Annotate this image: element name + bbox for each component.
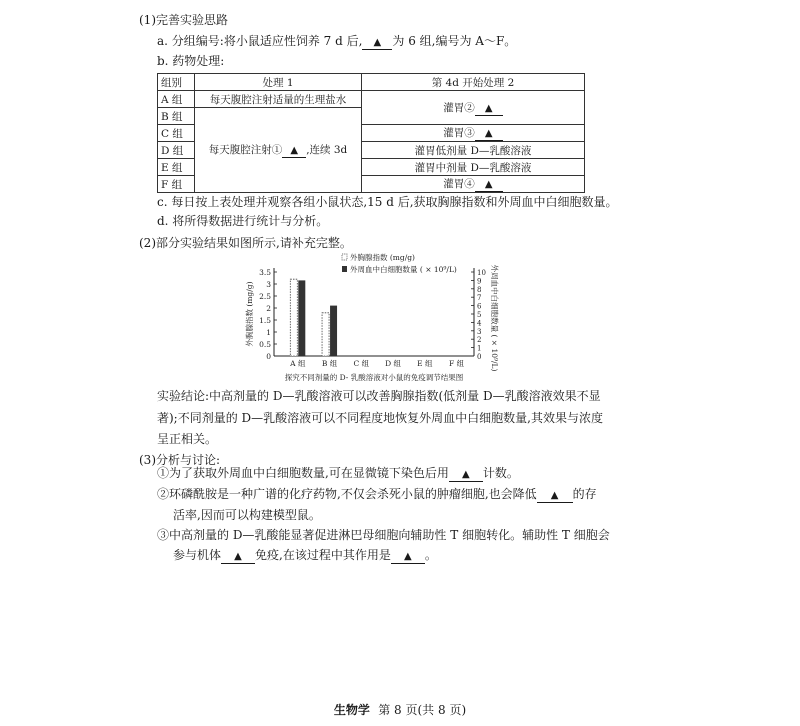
treatment2-cell: 灌胃低剂量 D—乳酸溶液 [362,142,585,159]
y-tick-label-right: 6 [477,302,482,311]
treatment1-cell: 每天腹腔注射适量的生理盐水 [195,91,362,108]
legend-swatch-thymus [342,254,347,260]
treatment2-cell [362,125,585,142]
y-tick-label-left: 0 [266,352,271,361]
question-text: ②环磷酰胺是一种广谱的化疗药物,不仅会杀死小鼠的肿瘤细胞,也会降低 [157,487,537,501]
y-axis-title-left: 外胸腺指数 (mg/g) [245,281,254,347]
group-cell: C 组 [158,125,195,142]
treatment1-text: 每天腹腔注射① [208,144,283,156]
y-tick-label-left: 3.5 [259,268,271,277]
question-1 [157,465,519,482]
treatment2-cell: 灌胃中剂量 D—乳酸溶液 [362,159,585,176]
treatment2-text: 灌胃② [443,101,475,114]
conclusion-line: 呈正相关。 [157,432,218,446]
question-text: ①为了获取外周血中白细胞数量,可在显微镜下染色后用 [157,466,449,480]
y-axis-title-right: 外周血中白细胞数量 ( × 10⁹/L) [490,264,499,372]
y-tick-label-left: 1 [266,328,271,337]
footer-page-number: 第 8 页(共 8 页) [378,703,467,717]
y-tick-label-left: 2.5 [259,292,271,301]
treatment2-cell [362,91,585,125]
step-d: d. 将所得数据进行统计与分析。 [157,214,329,228]
y-tick-label-right: 4 [477,319,482,328]
step-a-text-2: 为 6 组,编号为 A～F。 [392,34,517,48]
y-tick-label-left: 2 [266,304,271,313]
y-tick-label-left: 1.5 [259,316,271,325]
question-2-cont: 活率,因而可以构建模型鼠。 [173,508,321,522]
group-cell: E 组 [158,159,195,176]
treatment-table [157,73,585,193]
y-tick-label-right: 2 [477,336,482,345]
y-tick-label-right: 1 [477,344,482,353]
part2-heading: (2)部分实验结果如图所示,请补充完整。 [139,236,352,250]
x-tick-label: A 组 [290,359,306,368]
y-tick-label-right: 7 [477,294,482,303]
results-chart [236,250,512,388]
table-header: 组别 [158,74,195,91]
bar-thymus-index [290,279,297,356]
table-header-row [158,74,585,91]
treatment1-text-2: ,连续 3d [306,144,348,156]
conclusion-line: 著);不同剂量的 D—乳酸溶液可以不同程度地恢复外周血中白细胞数量,其效果与浓度 [157,411,603,425]
x-tick-label: B 组 [321,359,338,368]
step-c: c. 每日按上表处理并观察各组小鼠状态,15 d 后,获取胸腺指数和外周血中白细胞数量。 [157,195,618,209]
x-tick-label: F 组 [448,359,465,368]
question-text: 参与机体 [173,548,222,562]
conclusion-line: 实验结论:中高剂量的 D—乳酸溶液可以改善胸腺指数(低剂量 D—乳酸溶液效果不显 [157,389,601,403]
question-text-3: 。 [424,548,437,562]
y-tick-label-right: 9 [477,277,482,286]
answer-blank: ▲ [282,144,306,158]
table-header: 第 4d 开始处理 2 [362,74,585,91]
group-cell: F 组 [158,176,195,193]
legend-swatch-wbc [342,266,347,272]
step-a-text: a. 分组编号:将小鼠适应性饲养 7 d 后, [157,34,363,48]
chart-title: 探究不同剂量的 D- 乳酸溶液对小鼠的免疫调节结果图 [284,373,464,382]
treatment2-text: 灌胃③ [443,127,475,139]
answer-blank: ▲ [391,550,425,564]
answer-blank: ▲ [475,102,503,116]
answer-blank: ▲ [537,489,573,503]
y-tick-label-right: 8 [477,285,482,294]
step-b: b. 药物处理: [157,54,225,68]
treatment2-cell [362,176,585,193]
bar-thymus-index [322,313,329,356]
legend-label-thymus: 外胸腺指数 (mg/g) [350,253,415,262]
answer-blank: ▲ [449,468,483,482]
treatment2-text: 灌胃④ [443,178,475,190]
y-tick-label-left: 3 [266,280,271,289]
x-tick-label: E 组 [417,359,433,368]
answer-blank: ▲ [475,127,503,141]
table-row [158,91,585,108]
page-footer [0,701,800,718]
footer-subject: 生物学 [333,703,370,717]
question-3-cont [173,547,437,564]
answer-blank: ▲ [221,550,255,564]
answer-blank: ▲ [475,178,503,192]
question-2 [157,486,597,503]
y-tick-label-right: 5 [477,311,482,319]
y-tick-label-right: 3 [477,327,482,336]
y-tick-label-right: 0 [477,353,482,361]
x-tick-label: C 组 [353,359,370,368]
table-header: 处理 1 [195,74,362,91]
y-tick-label-left: 0.5 [259,340,271,349]
legend-label-wbc: 外周血中白细胞数量 ( × 10⁹/L) [350,265,457,274]
part1-heading: (1)完善实验思路 [139,13,228,27]
question-text-2: 计数。 [482,466,519,480]
bar-wbc-count [298,280,305,356]
question-text-2: 免疫,在该过程中其作用是 [255,548,391,562]
group-cell: D 组 [158,142,195,159]
y-tick-label-right: 10 [477,269,486,277]
answer-blank: ▲ [362,36,392,50]
part3-heading: (3)分析与讨论: [139,453,221,467]
x-tick-label: D 组 [385,359,402,368]
bar-wbc-count [330,306,337,356]
group-cell: A 组 [158,91,195,108]
group-cell: B 组 [158,108,195,125]
step-a [157,33,516,50]
question-text-2: 的存 [572,487,597,501]
treatment1-cell [195,108,362,193]
question-3: ③中高剂量的 D—乳酸能显著促进淋巴母细胞向辅助性 T 细胞转化。辅助性 T 细胞会 [157,528,610,542]
